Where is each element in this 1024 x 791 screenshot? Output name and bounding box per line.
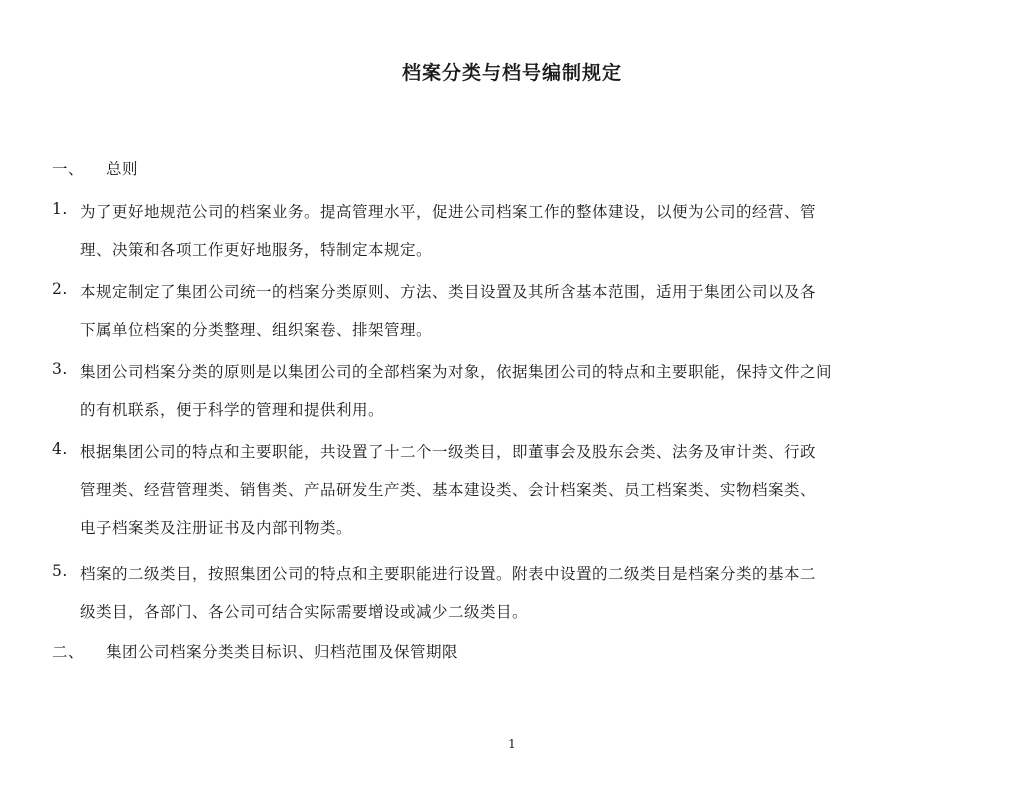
page-number: 1 [508, 737, 516, 751]
document-title: 档案分类与档号编制规定 [401, 62, 622, 84]
section-title: 集团公司档案分类类目标识、归档范围及保管期限 [106, 643, 459, 661]
item-text-line: 根据集团公司的特点和主要职能，共设置了十二个一级类目，即董事会及股东会类、法务及审计类、行政 [80, 443, 817, 461]
item-text-line: 集团公司档案分类的原则是以集团公司的全部档案为对象，依据集团公司的特点和主要职能，保持文件之间 [80, 363, 833, 381]
item-text-line: 本规定制定了集团公司统一的档案分类原则、方法、类目设置及其所含基本范围，适用于集团公司以及各 [80, 283, 817, 301]
item-text-line: 档案的二级类目，按照集团公司的特点和主要职能进行设置。附表中设置的二级类目是档案分类的基本二 [80, 565, 817, 583]
item-text-line: 级类目，各部门、各公司可结合实际需要增设或减少二级类目。 [80, 603, 529, 621]
item-text-line: 的有机联系，便于科学的管理和提供利用。 [80, 401, 385, 419]
item-text-line: 理、决策和各项工作更好地服务，特制定本规定。 [80, 241, 433, 259]
item-number: 5. [52, 562, 68, 580]
item-text-line: 下属单位档案的分类整理、组织案卷、排架管理。 [80, 321, 433, 339]
item-number: 3. [52, 360, 68, 378]
section-number: 二、 [52, 643, 85, 661]
section-title: 总则 [106, 160, 139, 178]
section-number: 一、 [52, 160, 85, 178]
section-heading-general [52, 157, 139, 179]
item-number: 1. [52, 200, 68, 218]
item-number: 2. [52, 280, 68, 298]
item-text-line: 管理类、经营管理类、销售类、产品研发生产类、基本建设类、会计档案类、员工档案类、实物档案类、 [80, 481, 817, 499]
item-number: 4. [52, 440, 68, 458]
item-text-line: 为了更好地规范公司的档案业务。提高管理水平，促进公司档案工作的整体建设，以便为公司的经营、管 [80, 203, 817, 221]
section-heading-classification [52, 640, 459, 662]
item-text-line: 电子档案类及注册证书及内部刊物类。 [80, 519, 353, 537]
